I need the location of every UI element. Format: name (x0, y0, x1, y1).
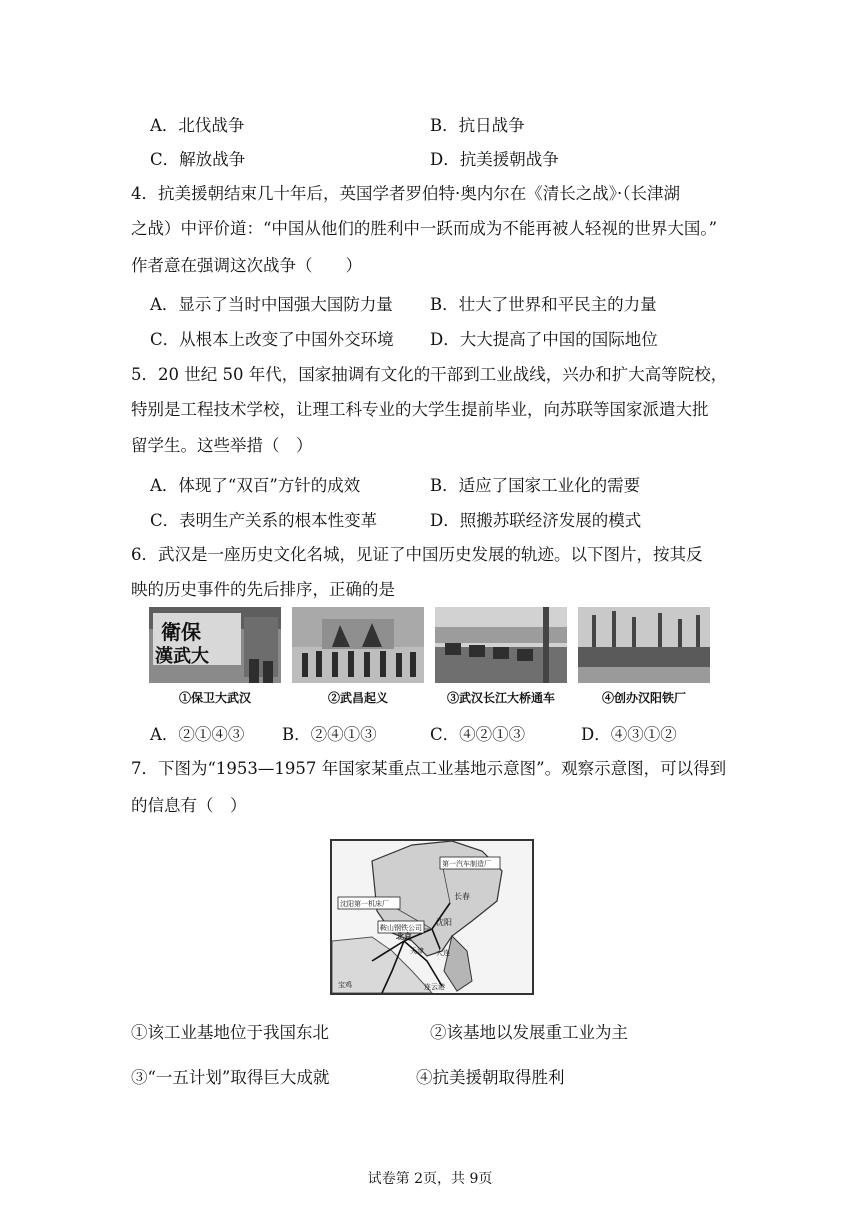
q4-option-d: D．大大提高了中国的国际地位 (430, 330, 658, 349)
map-label-plant3: 鞍山钢铁公司 (380, 924, 422, 932)
map-label-plant1: 沈阳第一机床厂 (340, 900, 389, 908)
map-label-dalian: 大连 (436, 949, 450, 957)
q6-stem-line2: 映的历史事件的先后排序，正确的是 (131, 580, 395, 599)
caption-hanyang-ironworks: ④创办汉阳铁厂 (601, 691, 686, 705)
q7-statement-4: ④抗美援朝取得胜利 (416, 1068, 565, 1087)
q6-option-d: D．④③①② (581, 725, 677, 744)
q5-option-d: D．照搬苏联经济发展的模式 (430, 511, 642, 530)
q5-stem-line2: 特别是工程技术学校，让理工科专业的大学生提前毕业，向苏联等国家派遣大批 (131, 400, 709, 419)
map-label-beijing: 北京 (396, 932, 412, 941)
map-label-tianjin: 天津 (410, 947, 424, 955)
q6-option-c: C．④②①③ (430, 725, 526, 744)
q7-statement-1: ①该工业基地位于我国东北 (131, 1023, 329, 1042)
map-label-plant2: 第一汽车制造厂 (442, 860, 491, 868)
q6-option-b: B．②④①③ (282, 725, 377, 744)
q4-option-b: B．壮大了世界和平民主的力量 (430, 295, 657, 314)
photo-wuchang-uprising (292, 607, 424, 683)
industrial-base-map (330, 839, 534, 995)
q5-option-a: A．体现了“双百”方针的成效 (150, 476, 361, 495)
map-label-lianyungang: 连云港 (424, 983, 445, 991)
caption-defend-wuhan: ①保卫大武汉 (178, 691, 251, 705)
map-label-baoji: 宝鸡 (338, 981, 352, 989)
q4-option-c: C．从根本上改变了中国外交环境 (150, 330, 394, 349)
map-label-shenyang: 沈阳 (436, 918, 452, 927)
photo1-sign2: 漢武大 (155, 646, 209, 667)
q5-option-c: C．表明生产关系的根本性变革 (150, 511, 378, 530)
q3-option-b: B．抗日战争 (430, 116, 525, 135)
q7-statement-3: ③“一五计划”取得巨大成就 (131, 1068, 330, 1087)
q4-option-a: A．显示了当时中国强大国防力量 (150, 295, 393, 314)
page-footer: 试卷第 2页，共 9页 (367, 1171, 493, 1187)
q7-statement-2: ②该基地以发展重工业为主 (430, 1023, 628, 1042)
q4-stem-line1: 4．抗美援朝结束几十年后，英国学者罗伯特·奥内尔在《清长之战》·（长津湖 (131, 184, 680, 203)
q7-stem-line1: 7．下图为“1953—1957 年国家某重点工业基地示意图”。观察示意图，可以得到 (131, 759, 727, 778)
q3-option-d: D．抗美援朝战争 (430, 150, 559, 169)
q5-option-b: B．适应了国家工业化的需要 (430, 476, 641, 495)
q6-photo-strip (149, 607, 711, 712)
q5-stem-line1: 5．20 世纪 50 年代，国家抽调有文化的干部到工业战线，兴办和扩大高等院校， (131, 365, 728, 384)
photo-defend-wuhan (149, 607, 281, 683)
caption-yangtze-bridge: ③武汉长江大桥通车 (446, 691, 555, 705)
q4-stem-line2: 之战）中评价道：“中国从他们的胜利中一跃而成为不能再被人轻视的世界大国。” (131, 219, 718, 238)
caption-wuchang-uprising: ②武昌起义 (327, 691, 388, 705)
q7-stem-line2: 的信息有（ ） (131, 796, 247, 815)
photo1-sign: 衛保 (161, 620, 201, 644)
photo-yangtze-bridge (435, 607, 567, 683)
q6-option-a: A．②①④③ (150, 725, 245, 744)
q3-option-a: A．北伐战争 (150, 116, 245, 135)
map-label-changchun: 长春 (454, 892, 470, 901)
q6-stem-line1: 6．武汉是一座历史文化名城，见证了中国历史发展的轨迹。以下图片，按其反 (131, 545, 703, 564)
q4-stem-line3: 作者意在强调这次战争（ ） (131, 256, 362, 275)
q3-option-c: C．解放战争 (150, 150, 246, 169)
q5-stem-line3: 留学生。这些举措（ ） (131, 436, 313, 455)
photo-hanyang-ironworks (578, 607, 710, 683)
